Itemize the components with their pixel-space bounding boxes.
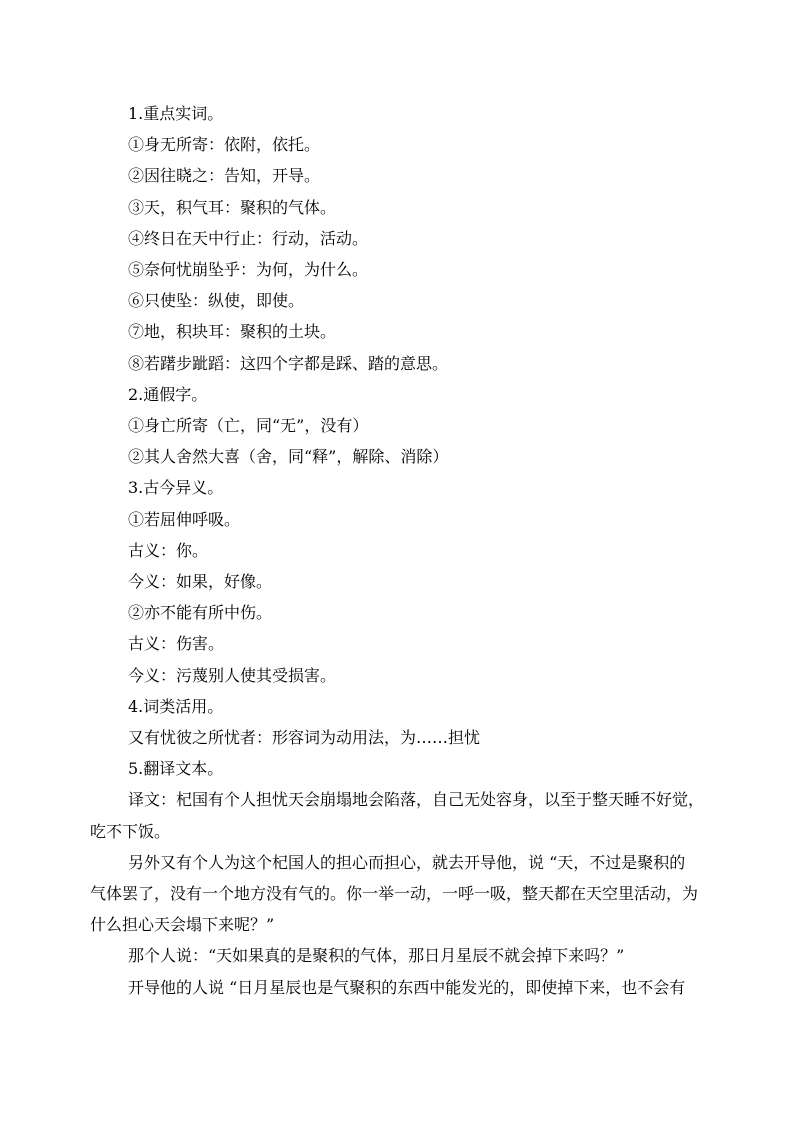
text-line: ①身亡所寄（亡，同“无”，没有） bbox=[128, 416, 369, 436]
text-line: ①若屈伸呼吸。 bbox=[128, 509, 241, 529]
text-line: 古义：伤害。 bbox=[128, 634, 225, 654]
document-body bbox=[90, 98, 718, 1003]
section-heading-translation: 5.翻译文本。 bbox=[128, 759, 224, 779]
text-line: 译文：杞国有个人担忧天会崩塌地会陷落，自己无处容身，以至于整天睡不好觉， bbox=[128, 790, 705, 810]
text-line: 什么担心天会塌下来呢？” bbox=[90, 915, 275, 935]
text-line: 今义：如果，好像。 bbox=[128, 572, 273, 592]
text-line: 开导他的人说 “日月星辰也是气聚积的东西中能发光的，即使掉下来，也不会有 bbox=[128, 977, 686, 997]
section-heading-loan-characters: 2.通假字。 bbox=[128, 384, 208, 404]
text-line: ⑧若躇步跐蹈：这四个字都是踩、踏的意思。 bbox=[128, 353, 449, 373]
text-line: ⑤奈何忧崩坠乎：为何，为什么。 bbox=[128, 260, 369, 280]
text-line: 古义：你。 bbox=[128, 540, 209, 560]
text-line: 今义：污蔑别人使其受损害。 bbox=[128, 665, 337, 685]
text-line: 吃不下饭。 bbox=[90, 821, 171, 841]
section-heading-word-class: 4.词类活用。 bbox=[128, 696, 224, 716]
text-line: ③天，积气耳：聚积的气体。 bbox=[128, 197, 337, 217]
translation-paragraph bbox=[90, 847, 718, 941]
text-line: ⑥只使坠：纵使，即使。 bbox=[128, 291, 305, 311]
text-line: 另外又有个人为这个杞国人的担心而担心，就去开导他，说 “天，不过是聚积的 bbox=[128, 852, 686, 872]
text-line: 那个人说：“天如果真的是聚积的气体，那日月星辰不就会掉下来吗？” bbox=[128, 946, 625, 966]
section-heading-key-words: 1.重点实词。 bbox=[128, 104, 224, 123]
text-line: ②因往晓之：告知，开导。 bbox=[128, 166, 321, 186]
text-line: 气体罢了，没有一个地方没有气的。你一举一动，一呼一吸，整天都在天空里活动，为 bbox=[90, 884, 699, 904]
translation-paragraph bbox=[90, 784, 718, 846]
text-line: ④终日在天中行止：行动，活动。 bbox=[128, 228, 369, 248]
text-line: 又有忧彼之所忧者：形容词为动用法，为……担忧 bbox=[128, 728, 481, 748]
text-line: ②亦不能有所中伤。 bbox=[128, 603, 273, 623]
text-line: ①身无所寄：依附，依托。 bbox=[128, 135, 321, 155]
text-line: ②其人舍然大喜（舍，同“释”，解除、消除） bbox=[128, 447, 449, 467]
text-line: ⑦地，积块耳：聚积的土块。 bbox=[128, 322, 337, 342]
translation-paragraph bbox=[90, 972, 718, 1003]
translation-paragraph bbox=[90, 940, 718, 971]
section-heading-ancient-modern-meanings: 3.古今异义。 bbox=[128, 478, 224, 498]
